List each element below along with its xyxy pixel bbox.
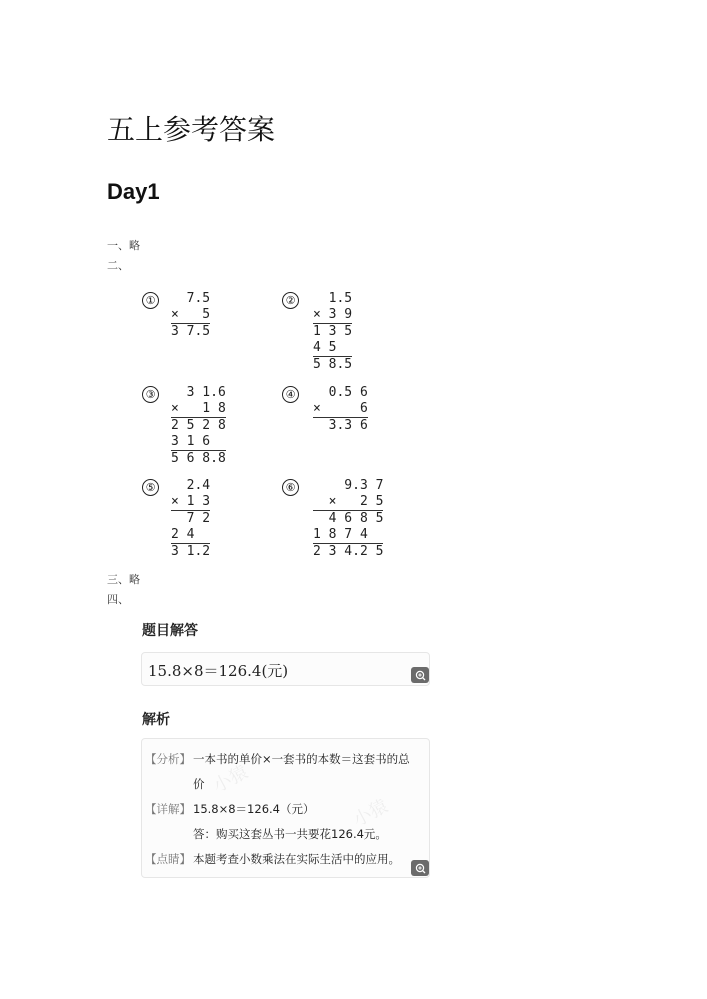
answer-text: 15.8×8＝126.4(元): [148, 662, 289, 680]
calc-row: 4 6 8 5: [313, 511, 384, 526]
problem-3-calc: [171, 385, 226, 467]
problem-5-number: ⑤: [142, 479, 159, 496]
calc-row: 2.4: [171, 478, 211, 493]
calc-row: × 1 3: [171, 494, 211, 509]
calc-row: 5 6 8.8: [171, 451, 226, 466]
calc-row: 3.3 6: [313, 418, 368, 433]
detail-text: 15.8×8＝126.4（元）: [193, 802, 315, 816]
calc-row: 3 1.2: [171, 544, 211, 559]
calc-row: 3 7.5: [171, 324, 211, 339]
calc-row: 1 8 7 4: [313, 527, 384, 542]
analysis-box: [141, 738, 430, 878]
problem-1-calc: [171, 291, 210, 340]
analysis-tag: 【分析】: [145, 752, 191, 766]
problem-3-number: ③: [142, 386, 159, 403]
analysis-text: 一本书的单价×一套书的本数＝这套书的总: [193, 752, 410, 766]
watermark-mark: 小猿: [209, 761, 252, 798]
page-title: 五上参考答案: [107, 113, 276, 146]
problem-4-number: ④: [282, 386, 299, 403]
problem-6-number: ⑥: [282, 479, 299, 496]
calc-row: 1 3 5: [313, 324, 353, 339]
detail-tag: 【详解】: [145, 802, 191, 816]
problem-1-number: ①: [142, 292, 159, 309]
problem-6-calc: [313, 478, 383, 560]
calc-row: 9.3 7: [313, 478, 384, 493]
section-1-label: 一、略: [107, 239, 140, 252]
calc-row: × 6: [313, 401, 368, 416]
remark-text: 本题考查小数乘法在实际生活中的应用。: [193, 852, 400, 866]
problem-4-calc: [313, 385, 368, 434]
zoom-in-icon[interactable]: [411, 667, 429, 683]
calc-row: 7.5: [171, 291, 211, 306]
calc-row: 2 3 4.2 5: [313, 544, 384, 559]
calc-row: 1.5: [313, 291, 353, 306]
calc-row: × 1 8: [171, 401, 226, 416]
calc-row: × 5: [171, 307, 211, 322]
problem-2-number: ②: [282, 292, 299, 309]
zoom-in-icon[interactable]: [411, 860, 429, 876]
answer-box: [141, 652, 430, 686]
calc-row: × 2 5: [313, 494, 384, 509]
calc-row: 5 8.5: [313, 357, 353, 372]
calc-row: 2 4: [171, 527, 211, 542]
problem-2-calc: [313, 291, 352, 373]
section-3-label: 三、略: [107, 573, 140, 586]
analysis-text-cont: 价: [193, 777, 205, 791]
watermark-mark: 小猿: [349, 795, 392, 832]
solution-heading: 题目解答: [142, 623, 198, 639]
analysis-heading: 解析: [142, 712, 170, 728]
section-4-label: 四、: [107, 593, 129, 606]
calc-row: 0.5 6: [313, 385, 368, 400]
calc-row: 7 2: [171, 511, 211, 526]
calc-row: × 3 9: [313, 307, 353, 322]
detail-answer: 答：购买这套丛书一共要花126.4元。: [193, 827, 387, 841]
section-2-label: 二、: [107, 259, 129, 272]
calc-row: 3 1 6: [171, 434, 226, 449]
problem-5-calc: [171, 478, 210, 560]
calc-row: 2 5 2 8: [171, 418, 226, 433]
calc-row: 3 1.6: [171, 385, 226, 400]
remark-tag: 【点睛】: [145, 852, 191, 866]
calc-row: 4 5: [313, 340, 353, 355]
day-heading: Day1: [107, 179, 160, 204]
